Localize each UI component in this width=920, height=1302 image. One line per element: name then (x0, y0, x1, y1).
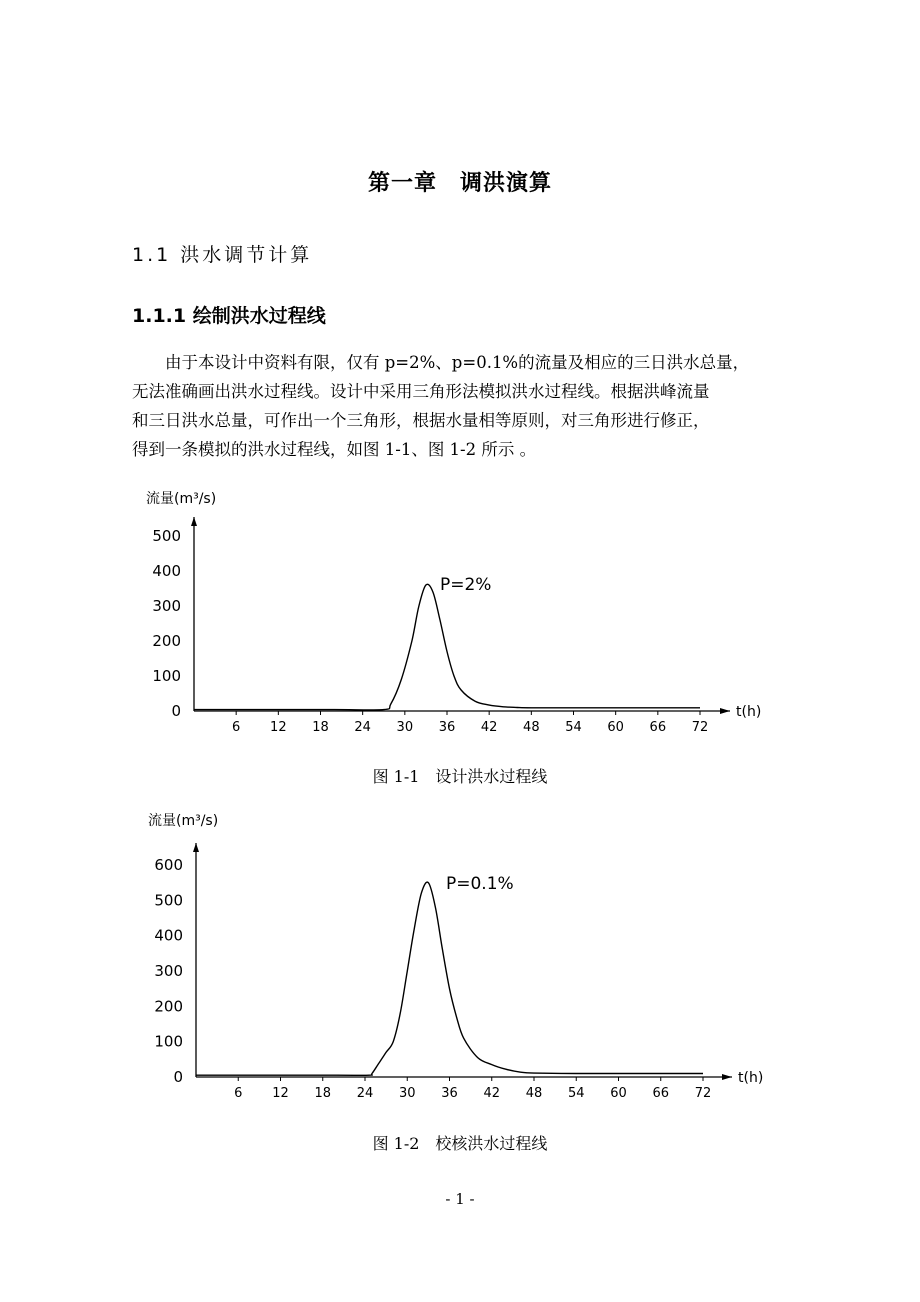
x-axis-arrow (722, 1074, 732, 1080)
x-tick-label: 36 (438, 720, 456, 735)
x-tick-label: 18 (314, 1086, 332, 1101)
y-tick-label: 100 (154, 1032, 183, 1051)
hydrograph-line (194, 584, 700, 710)
y-axis-arrow (191, 517, 197, 526)
x-tick-label: 42 (480, 720, 498, 735)
y-tick-label: 400 (154, 926, 183, 945)
x-tick-label: 24 (354, 720, 371, 735)
x-tick-label: 30 (396, 720, 414, 735)
x-tick-label: 48 (523, 720, 540, 735)
figure-1-caption: 图 1-1 设计洪水过程线 (372, 767, 548, 786)
chapter-title: 第一章 调洪演算 (367, 171, 552, 196)
page-number: - 1 - (445, 1190, 475, 1208)
y-axis-label: 流量(m³/s) (146, 491, 217, 507)
y-axis-arrow (193, 843, 199, 852)
x-tick-label: 30 (398, 1086, 416, 1101)
y-tick-label: 200 (152, 632, 181, 650)
x-tick-label: 48 (525, 1086, 543, 1101)
figure-2-caption: 图 1-2 校核洪水过程线 (372, 1134, 548, 1153)
subsection-heading: 1.1.1 绘制洪水过程线 (132, 305, 326, 327)
y-tick-label: 500 (154, 891, 183, 910)
paragraph-line: 由于本设计中资料有限，仅有 p=2%、p=0.1%的流量及相应的三日洪水总量， (165, 353, 750, 372)
paragraph-line: 无法准确画出洪水过程线。设计中采用三角形法模拟洪水过程线。根据洪峰流量 (132, 382, 710, 401)
check-flood-hydrograph (0, 805, 920, 1115)
hydrograph-line (196, 882, 703, 1075)
x-tick-label: 6 (234, 1086, 243, 1101)
x-tick-label: 72 (691, 720, 709, 735)
x-tick-label: 54 (567, 1086, 585, 1101)
x-tick-label: 6 (232, 720, 241, 735)
x-tick-label: 72 (694, 1086, 712, 1101)
x-tick-label: 66 (649, 720, 667, 735)
section-heading: 1.1 洪水调节计算 (132, 244, 313, 266)
paragraph-line: 和三日洪水总量，可作出一个三角形，根据水量相等原则，对三角形进行修正， (132, 411, 710, 430)
x-tick-label: 54 (565, 720, 582, 735)
x-tick-label: 42 (483, 1086, 501, 1101)
x-axis-label: t(h) (738, 1070, 764, 1086)
y-axis-label: 流量(m³/s) (148, 813, 219, 829)
y-tick-label: 300 (154, 962, 183, 980)
body-paragraph (132, 348, 792, 464)
x-tick-label: 18 (312, 720, 329, 735)
y-tick-label: 300 (152, 597, 181, 615)
x-tick-label: 12 (272, 1086, 289, 1101)
x-tick-label: 12 (270, 720, 287, 735)
peak-annotation: P=2% (440, 575, 492, 595)
x-tick-label: 36 (441, 1086, 458, 1101)
y-tick-label: 100 (152, 667, 181, 685)
y-tick-label: 600 (154, 856, 183, 874)
x-tick-label: 66 (652, 1086, 670, 1101)
design-flood-hydrograph (0, 480, 920, 750)
x-axis-arrow (720, 708, 730, 714)
x-tick-label: 24 (356, 1086, 374, 1101)
paragraph-line: 得到一条模拟的洪水过程线，如图 1-1、图 1-2 所示 。 (132, 440, 537, 459)
y-tick-label: 400 (152, 562, 181, 580)
x-tick-label: 60 (610, 1086, 627, 1101)
y-tick-label: 0 (173, 1068, 183, 1086)
x-axis-label: t(h) (736, 704, 762, 720)
x-tick-label: 60 (607, 720, 624, 735)
y-tick-label: 500 (152, 527, 181, 545)
peak-annotation: P=0.1% (446, 874, 514, 894)
y-tick-label: 200 (154, 997, 183, 1016)
y-tick-label: 0 (171, 702, 181, 720)
